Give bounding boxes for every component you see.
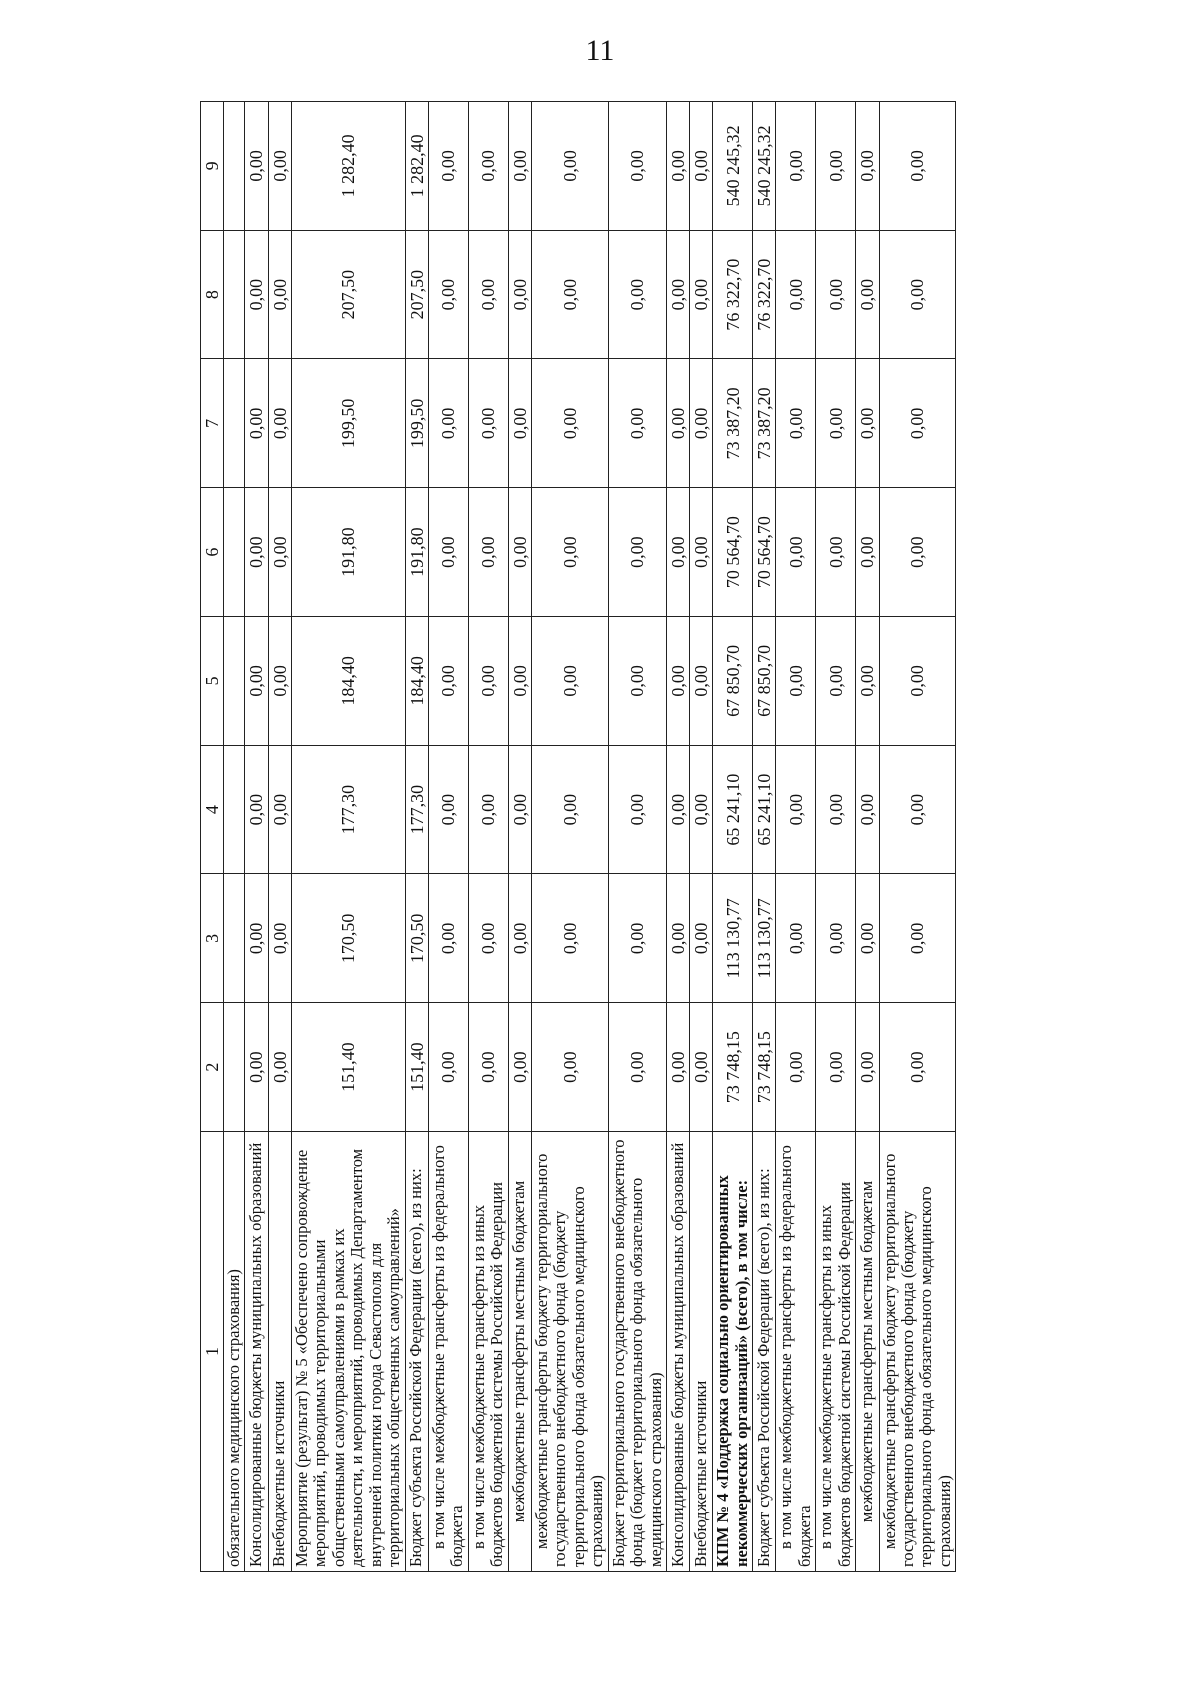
value-cell: 73 748,15: [713, 1003, 753, 1132]
row-label: Бюджет субъекта Российской Федерации (всего), из них:: [753, 1132, 776, 1572]
row-label: в том числе межбюджетные трансферты из иных бюджетов бюджетной системы Российской Федерации: [468, 1132, 508, 1572]
value-cell: 0,00: [776, 617, 816, 746]
value-cell: 0,00: [508, 359, 531, 488]
value-cell: 0,00: [667, 617, 690, 746]
value-cell: [224, 359, 245, 488]
value-cell: 0,00: [531, 1003, 608, 1132]
value-cell: 73 387,20: [713, 359, 753, 488]
value-cell: 0,00: [508, 230, 531, 359]
value-cell: 0,00: [856, 488, 879, 617]
value-cell: 0,00: [245, 488, 268, 617]
value-cell: 540 245,32: [713, 102, 753, 231]
value-cell: 207,50: [405, 230, 428, 359]
value-cell: 0,00: [268, 874, 291, 1003]
value-cell: 0,00: [468, 230, 508, 359]
value-cell: 0,00: [690, 488, 713, 617]
value-cell: 0,00: [667, 102, 690, 231]
value-cell: 1 282,40: [291, 102, 405, 231]
value-cell: 0,00: [245, 359, 268, 488]
column-header-9: 9: [201, 102, 224, 231]
table-row: [508, 102, 531, 1572]
value-cell: 0,00: [468, 359, 508, 488]
column-header-1: 1: [201, 1132, 224, 1572]
value-cell: 0,00: [856, 1003, 879, 1132]
value-cell: 0,00: [856, 359, 879, 488]
value-cell: 0,00: [690, 745, 713, 874]
rotated-table-wrapper: [200, 102, 954, 1572]
table-row: [776, 102, 816, 1572]
value-cell: 0,00: [508, 488, 531, 617]
value-cell: 0,00: [468, 1003, 508, 1132]
value-cell: 0,00: [879, 617, 956, 746]
value-cell: 170,50: [291, 874, 405, 1003]
value-cell: [224, 1003, 245, 1132]
value-cell: 0,00: [608, 617, 666, 746]
value-cell: 207,50: [291, 230, 405, 359]
value-cell: 0,00: [508, 1003, 531, 1132]
value-cell: 151,40: [405, 1003, 428, 1132]
value-cell: 0,00: [245, 1003, 268, 1132]
table-row: [268, 102, 291, 1572]
value-cell: 0,00: [428, 488, 468, 617]
value-cell: 0,00: [531, 102, 608, 231]
value-cell: [224, 617, 245, 746]
table-row: [224, 102, 245, 1572]
table-row: [753, 102, 776, 1572]
value-cell: 0,00: [268, 230, 291, 359]
column-header-3: 3: [201, 874, 224, 1003]
value-cell: [224, 874, 245, 1003]
table-row: [245, 102, 268, 1572]
value-cell: 0,00: [667, 874, 690, 1003]
value-cell: 0,00: [816, 745, 856, 874]
value-cell: 0,00: [667, 359, 690, 488]
column-header-5: 5: [201, 617, 224, 746]
value-cell: 0,00: [856, 617, 879, 746]
value-cell: 0,00: [268, 617, 291, 746]
row-label: обязательного медицинского страхования): [224, 1132, 245, 1572]
value-cell: 0,00: [531, 874, 608, 1003]
value-cell: 0,00: [608, 102, 666, 231]
value-cell: 0,00: [776, 230, 816, 359]
value-cell: 0,00: [468, 617, 508, 746]
column-header-4: 4: [201, 745, 224, 874]
column-header-8: 8: [201, 230, 224, 359]
value-cell: 0,00: [816, 617, 856, 746]
table-row: [713, 102, 753, 1572]
table-row: [856, 102, 879, 1572]
value-cell: 0,00: [879, 874, 956, 1003]
value-cell: 0,00: [428, 745, 468, 874]
value-cell: 0,00: [428, 617, 468, 746]
value-cell: 73 387,20: [753, 359, 776, 488]
value-cell: 67 850,70: [713, 617, 753, 746]
value-cell: 65 241,10: [713, 745, 753, 874]
table-row: [291, 102, 405, 1572]
value-cell: 0,00: [879, 230, 956, 359]
value-cell: 184,40: [291, 617, 405, 746]
value-cell: [224, 488, 245, 617]
value-cell: 70 564,70: [713, 488, 753, 617]
value-cell: 113 130,77: [713, 874, 753, 1003]
row-label: Консолидированные бюджеты муниципальных образований: [667, 1132, 690, 1572]
value-cell: 0,00: [816, 874, 856, 1003]
value-cell: 0,00: [690, 617, 713, 746]
row-label: в том числе межбюджетные трансферты из федерального бюджета: [428, 1132, 468, 1572]
value-cell: 199,50: [291, 359, 405, 488]
value-cell: 0,00: [856, 874, 879, 1003]
value-cell: 0,00: [468, 874, 508, 1003]
table-row: [690, 102, 713, 1572]
value-cell: 0,00: [245, 874, 268, 1003]
table-row: [428, 102, 468, 1572]
value-cell: 0,00: [245, 745, 268, 874]
value-cell: 0,00: [531, 230, 608, 359]
value-cell: 0,00: [856, 102, 879, 231]
value-cell: 73 748,15: [753, 1003, 776, 1132]
value-cell: 1 282,40: [405, 102, 428, 231]
page-number: 11: [585, 34, 615, 67]
row-label: Внебюджетные источники: [268, 1132, 291, 1572]
budget-table: [200, 101, 956, 1572]
column-header-2: 2: [201, 1003, 224, 1132]
value-cell: 0,00: [776, 102, 816, 231]
value-cell: 0,00: [690, 359, 713, 488]
value-cell: 0,00: [531, 617, 608, 746]
value-cell: 0,00: [690, 1003, 713, 1132]
value-cell: 0,00: [608, 1003, 666, 1132]
value-cell: 0,00: [856, 230, 879, 359]
value-cell: 70 564,70: [753, 488, 776, 617]
value-cell: 0,00: [690, 874, 713, 1003]
value-cell: 0,00: [667, 230, 690, 359]
value-cell: 76 322,70: [713, 230, 753, 359]
value-cell: 65 241,10: [753, 745, 776, 874]
table-row: [667, 102, 690, 1572]
value-cell: 0,00: [531, 359, 608, 488]
value-cell: 0,00: [608, 359, 666, 488]
value-cell: 0,00: [468, 102, 508, 231]
value-cell: 0,00: [776, 745, 816, 874]
value-cell: 0,00: [816, 1003, 856, 1132]
value-cell: [224, 230, 245, 359]
value-cell: 67 850,70: [753, 617, 776, 746]
value-cell: 0,00: [776, 874, 816, 1003]
value-cell: 0,00: [268, 488, 291, 617]
value-cell: 0,00: [245, 230, 268, 359]
value-cell: 177,30: [291, 745, 405, 874]
value-cell: 0,00: [608, 745, 666, 874]
row-label: Консолидированные бюджеты муниципальных образований: [245, 1132, 268, 1572]
value-cell: 0,00: [816, 359, 856, 488]
column-header-6: 6: [201, 488, 224, 617]
value-cell: 0,00: [245, 617, 268, 746]
row-label: в том числе межбюджетные трансферты из федерального бюджета: [776, 1132, 816, 1572]
value-cell: 0,00: [508, 617, 531, 746]
value-cell: 0,00: [531, 488, 608, 617]
table-row: [608, 102, 666, 1572]
value-cell: 0,00: [508, 102, 531, 231]
value-cell: 0,00: [816, 230, 856, 359]
value-cell: 0,00: [428, 230, 468, 359]
value-cell: 540 245,32: [753, 102, 776, 231]
value-cell: 0,00: [608, 230, 666, 359]
value-cell: 0,00: [268, 359, 291, 488]
header-row: [201, 102, 224, 1572]
column-header-7: 7: [201, 359, 224, 488]
value-cell: 0,00: [468, 745, 508, 874]
value-cell: 0,00: [856, 745, 879, 874]
value-cell: 0,00: [468, 488, 508, 617]
value-cell: 0,00: [268, 1003, 291, 1132]
value-cell: 0,00: [879, 488, 956, 617]
row-label: Мероприятие (результат) № 5 «Обеспечено сопровождение мероприятий, проводимых территориальными общественными самоуправлениями в рамках их деятельности, и мероприятий, проводимых Департаментом внутренней политики города Севастополя для территориальных общественных самоуправлений»: [291, 1132, 405, 1572]
value-cell: 0,00: [776, 359, 816, 488]
value-cell: [224, 745, 245, 874]
value-cell: 151,40: [291, 1003, 405, 1132]
value-cell: 191,80: [405, 488, 428, 617]
value-cell: 0,00: [816, 488, 856, 617]
value-cell: [224, 102, 245, 231]
row-label: межбюджетные трансферты местным бюджетам: [856, 1132, 879, 1572]
value-cell: 113 130,77: [753, 874, 776, 1003]
table-body: [224, 102, 956, 1572]
value-cell: 0,00: [690, 102, 713, 231]
table-row: [468, 102, 508, 1572]
value-cell: 0,00: [667, 1003, 690, 1132]
row-label: межбюджетные трансферты бюджету территориального государственного внебюджетного фонда (бюджету территориального фонда обязательного медицинского страхования): [879, 1132, 956, 1572]
value-cell: 184,40: [405, 617, 428, 746]
value-cell: 0,00: [667, 488, 690, 617]
row-label: в том числе межбюджетные трансферты из иных бюджетов бюджетной системы Российской Федерации: [816, 1132, 856, 1572]
value-cell: 0,00: [690, 230, 713, 359]
row-label: Бюджет территориального государственного внебюджетного фонда (бюджет территориального фонда обязательного медицинского страхования): [608, 1132, 666, 1572]
row-label: межбюджетные трансферты местным бюджетам: [508, 1132, 531, 1572]
value-cell: 0,00: [428, 874, 468, 1003]
value-cell: 0,00: [428, 102, 468, 231]
value-cell: 0,00: [879, 359, 956, 488]
value-cell: 0,00: [508, 745, 531, 874]
value-cell: 199,50: [405, 359, 428, 488]
value-cell: 0,00: [608, 488, 666, 617]
value-cell: 0,00: [531, 745, 608, 874]
value-cell: 0,00: [879, 1003, 956, 1132]
row-label: КПМ № 4 «Поддержка социально ориентированных некоммерческих организаций» (всего), в том числе:: [713, 1132, 753, 1572]
value-cell: 0,00: [245, 102, 268, 231]
row-label: Внебюджетные источники: [690, 1132, 713, 1572]
value-cell: 0,00: [776, 488, 816, 617]
value-cell: 0,00: [879, 102, 956, 231]
value-cell: 0,00: [508, 874, 531, 1003]
value-cell: 0,00: [776, 1003, 816, 1132]
value-cell: 177,30: [405, 745, 428, 874]
table-row: [405, 102, 428, 1572]
value-cell: 170,50: [405, 874, 428, 1003]
value-cell: 0,00: [428, 359, 468, 488]
value-cell: 191,80: [291, 488, 405, 617]
value-cell: 0,00: [608, 874, 666, 1003]
table-row: [816, 102, 856, 1572]
value-cell: 0,00: [268, 102, 291, 231]
value-cell: 76 322,70: [753, 230, 776, 359]
value-cell: 0,00: [879, 745, 956, 874]
table-row: [879, 102, 956, 1572]
value-cell: 0,00: [667, 745, 690, 874]
value-cell: 0,00: [428, 1003, 468, 1132]
row-label: межбюджетные трансферты бюджету территориального государственного внебюджетного фонда (бюджету территориального фонда обязательного медицинского страхования): [531, 1132, 608, 1572]
value-cell: 0,00: [816, 102, 856, 231]
value-cell: 0,00: [268, 745, 291, 874]
table-row: [531, 102, 608, 1572]
row-label: Бюджет субъекта Российской Федерации (всего), из них:: [405, 1132, 428, 1572]
